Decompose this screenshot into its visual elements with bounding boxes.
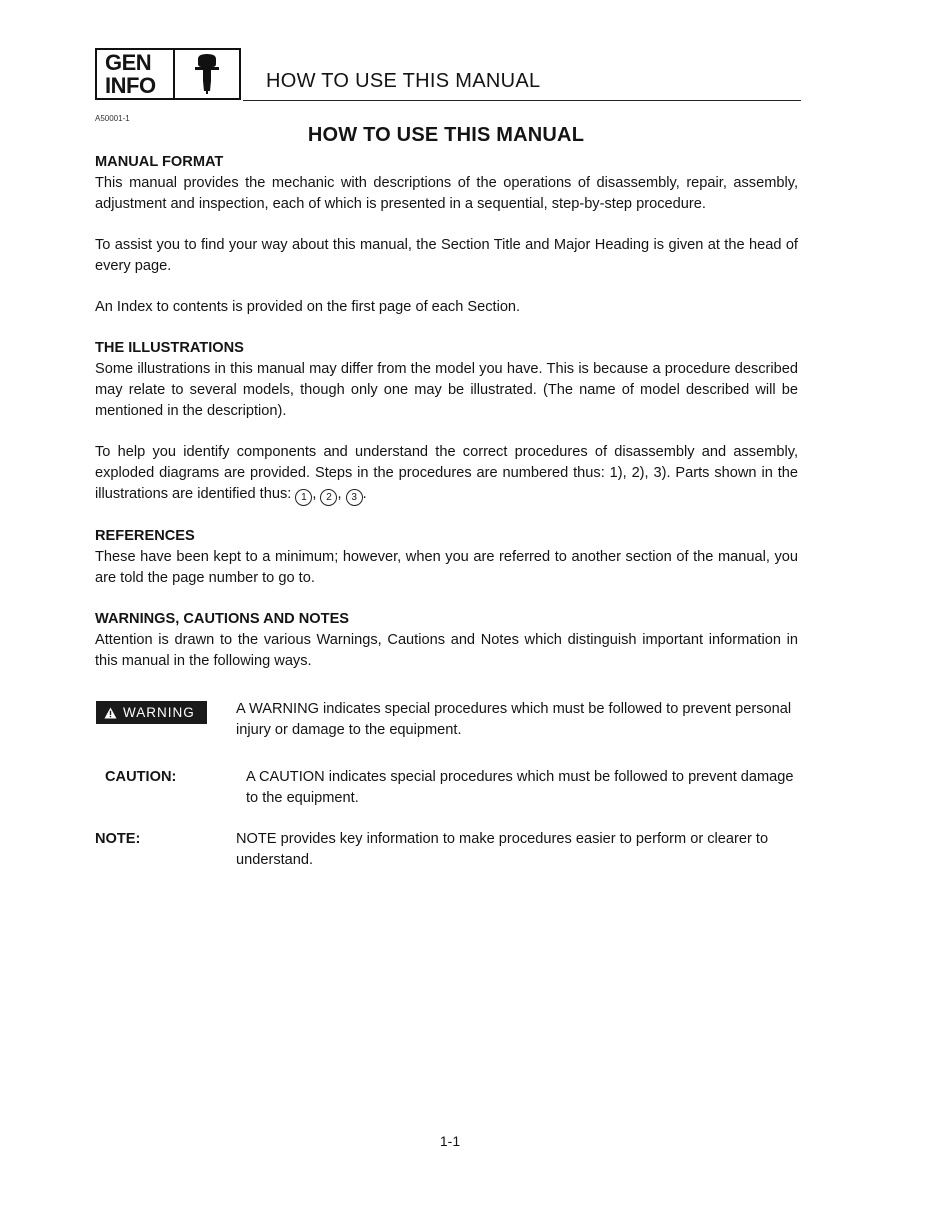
content-body bbox=[95, 152, 798, 871]
warning-badge bbox=[96, 701, 207, 724]
caution-notice bbox=[95, 767, 798, 809]
heading-warnings: WARNINGS, CAUTIONS AND NOTES bbox=[95, 611, 350, 627]
section-label-top: GEN bbox=[105, 50, 152, 75]
illustrations-paragraph-2-text: To help you identify components and understand the correct procedures of disassembly and assembly, exploded diagrams are provided. Steps in the procedures are numbered thus: 1), 2), 3). Parts shown in the illustrations are identified thus: bbox=[95, 444, 798, 502]
manual-format-paragraph-3: An Index to contents is provided on the first page of each Section. bbox=[95, 299, 521, 315]
caution-text: A CAUTION indicates special procedures which must be followed to prevent damage to the equipment. bbox=[246, 769, 794, 806]
warning-triangle-icon bbox=[104, 707, 117, 719]
warning-notice bbox=[95, 699, 798, 741]
header-divider bbox=[243, 100, 801, 101]
warnings-paragraph: Attention is drawn to the various Warnings, Cautions and Notes which distinguish important information in this manual in the following ways. bbox=[95, 632, 798, 669]
warning-label: WARNING bbox=[123, 705, 195, 720]
circled-number-1: 1 bbox=[295, 489, 312, 506]
note-notice bbox=[95, 829, 798, 871]
illustrations-paragraph-1: Some illustrations in this manual may differ from the model you have. This is because a procedure described may relate to several models, though only one may be illustrated. (The name of model described will be mentioned in the description). bbox=[95, 361, 798, 419]
heading-manual-format: MANUAL FORMAT bbox=[95, 154, 224, 170]
manual-format-paragraph-2: To assist you to find your way about this manual, the Section Title and Major Heading is given at the head of every page. bbox=[95, 237, 798, 274]
caution-label: CAUTION: bbox=[105, 769, 177, 785]
note-label: NOTE: bbox=[95, 831, 141, 847]
note-text: NOTE provides key information to make procedures easier to perform or clearer to understand. bbox=[236, 831, 769, 868]
outboard-motor-icon bbox=[175, 50, 239, 98]
section-label bbox=[97, 50, 175, 98]
code-reference: A50001-1 bbox=[95, 114, 130, 123]
page-title: HOW TO USE THIS MANUAL bbox=[307, 124, 585, 146]
header-title: HOW TO USE THIS MANUAL bbox=[266, 70, 541, 92]
heading-illustrations: THE ILLUSTRATIONS bbox=[95, 340, 244, 356]
section-label-bottom: INFO bbox=[105, 73, 156, 98]
manual-format-paragraph-1: This manual provides the mechanic with descriptions of the operations of disassembly, repair, assembly, adjustment and inspection, each of which is presented in a sequential, step-by-step procedure. bbox=[95, 175, 798, 212]
page-number: 1-1 bbox=[439, 1133, 461, 1149]
illustrations-paragraph-2: To help you identify components and understand the correct procedures of disassembly and assembly, exploded diagrams are provided. Steps in the procedures are numbered thus: 1), 2), 3). Parts shown in the illustrations are identified thus: 1 , 2 , 3 . bbox=[95, 442, 798, 506]
warning-text: A WARNING indicates special procedures which must be followed to prevent personal injury or damage to the equipment. bbox=[236, 701, 792, 738]
references-paragraph: These have been kept to a minimum; however, when you are referred to another section of the manual, you are told the page number to go to. bbox=[95, 549, 798, 586]
section-tab bbox=[95, 48, 241, 100]
heading-references: REFERENCES bbox=[95, 528, 195, 544]
circled-number-2: 2 bbox=[320, 489, 337, 506]
circled-number-3: 3 bbox=[346, 489, 363, 506]
